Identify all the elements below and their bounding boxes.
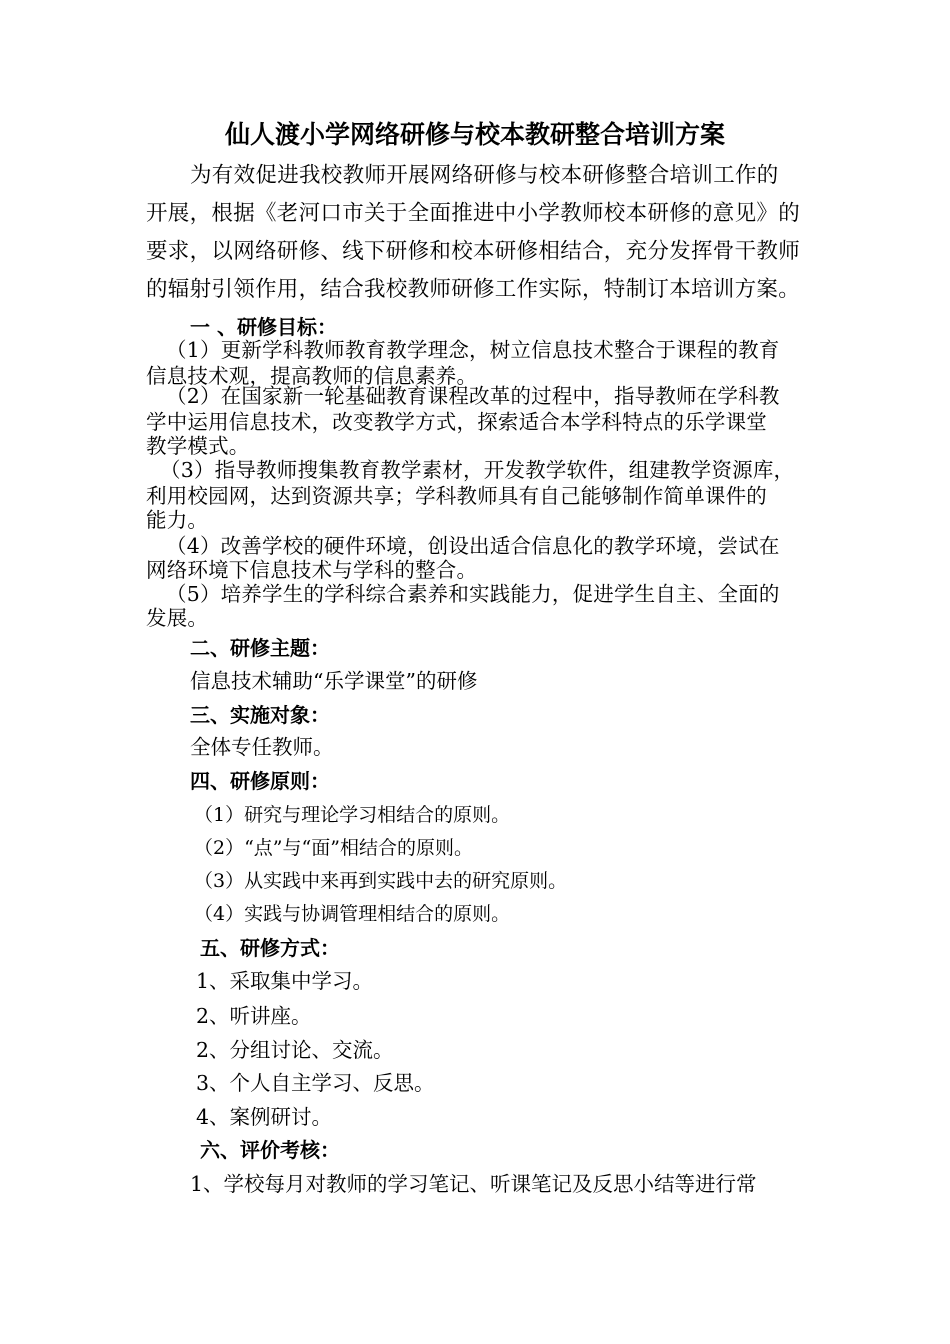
principle-item: （4）实践与协调管理相结合的原则。	[194, 903, 511, 925]
goal-line: （3）指导教师搜集教育教学素材，开发教学软件，组建教学资源库，	[160, 458, 795, 482]
goal-line: （5）培养学生的学科综合素养和实践能力，促进学生自主、全面的	[166, 582, 780, 606]
intro-line: 为有效促进我校教师开展网络研修与校本研修整合培训工作的	[190, 163, 779, 188]
goal-line: 学中运用信息技术，改变教学方式，探索适合本学科特点的乐学课堂	[146, 410, 767, 434]
evaluation-item: 1、学校每月对教师的学习笔记、听课笔记及反思小结等进行常	[190, 1172, 757, 1196]
goal-line: 能力。	[146, 508, 209, 532]
goal-line: （2）在国家新一轮基础教育课程改革的过程中，指导教师在学科教	[166, 384, 780, 408]
goal-line: （4）改善学校的硬件环境，创设出适合信息化的教学环境，尝试在	[166, 534, 780, 558]
intro-line: 要求，以网络研修、线下研修和校本研修相结合，充分发挥骨干教师	[146, 239, 801, 264]
principle-item: （1）研究与理论学习相结合的原则。	[194, 804, 511, 826]
goal-line: 信息技术观，提高教师的信息素养。	[146, 364, 478, 388]
goal-line: 利用校园网，达到资源共享；学科教师具有自己能够制作简单课件的	[146, 484, 767, 508]
goal-line: 发展。	[146, 606, 209, 630]
section-heading-goals: 一 、研修目标：	[190, 315, 337, 339]
goal-line: 网络环境下信息技术与学科的整合。	[146, 558, 478, 582]
section-heading-evaluation: 六、评价考核：	[200, 1138, 340, 1162]
section-heading-principles: 四、研修原则：	[190, 769, 330, 793]
intro-line: 的辐射引领作用，结合我校教师研修工作实际，特制订本培训方案。	[146, 277, 801, 302]
section-heading-target: 三、实施对象：	[190, 703, 330, 727]
target-content: 全体专任教师。	[190, 735, 334, 759]
method-item: 2、分组讨论、交流。	[196, 1038, 394, 1062]
section-heading-theme: 二、研修主题：	[190, 636, 330, 660]
principle-item: （2）“点”与“面”相结合的原则。	[194, 837, 473, 859]
intro-line: 开展，根据《老河口市关于全面推进中小学教师校本研修的意见》的	[146, 201, 801, 226]
theme-content: 信息技术辅助“乐学课堂”的研修	[190, 669, 478, 693]
method-item: 2、听讲座。	[196, 1004, 312, 1028]
principle-item: （3）从实践中来再到实践中去的研究原则。	[194, 870, 568, 892]
goal-line: 教学模式。	[146, 434, 250, 458]
method-item: 3、个人自主学习、反思。	[196, 1071, 435, 1095]
document-title: 仙人渡小学网络研修与校本教研整合培训方案	[224, 120, 725, 149]
goal-line: （1）更新学科教师教育教学理念，树立信息技术整合于课程的教育	[166, 338, 780, 362]
method-item: 1、采取集中学习。	[196, 969, 374, 993]
method-item: 4、案例研讨。	[196, 1105, 333, 1129]
section-heading-methods: 五、研修方式：	[200, 936, 340, 960]
